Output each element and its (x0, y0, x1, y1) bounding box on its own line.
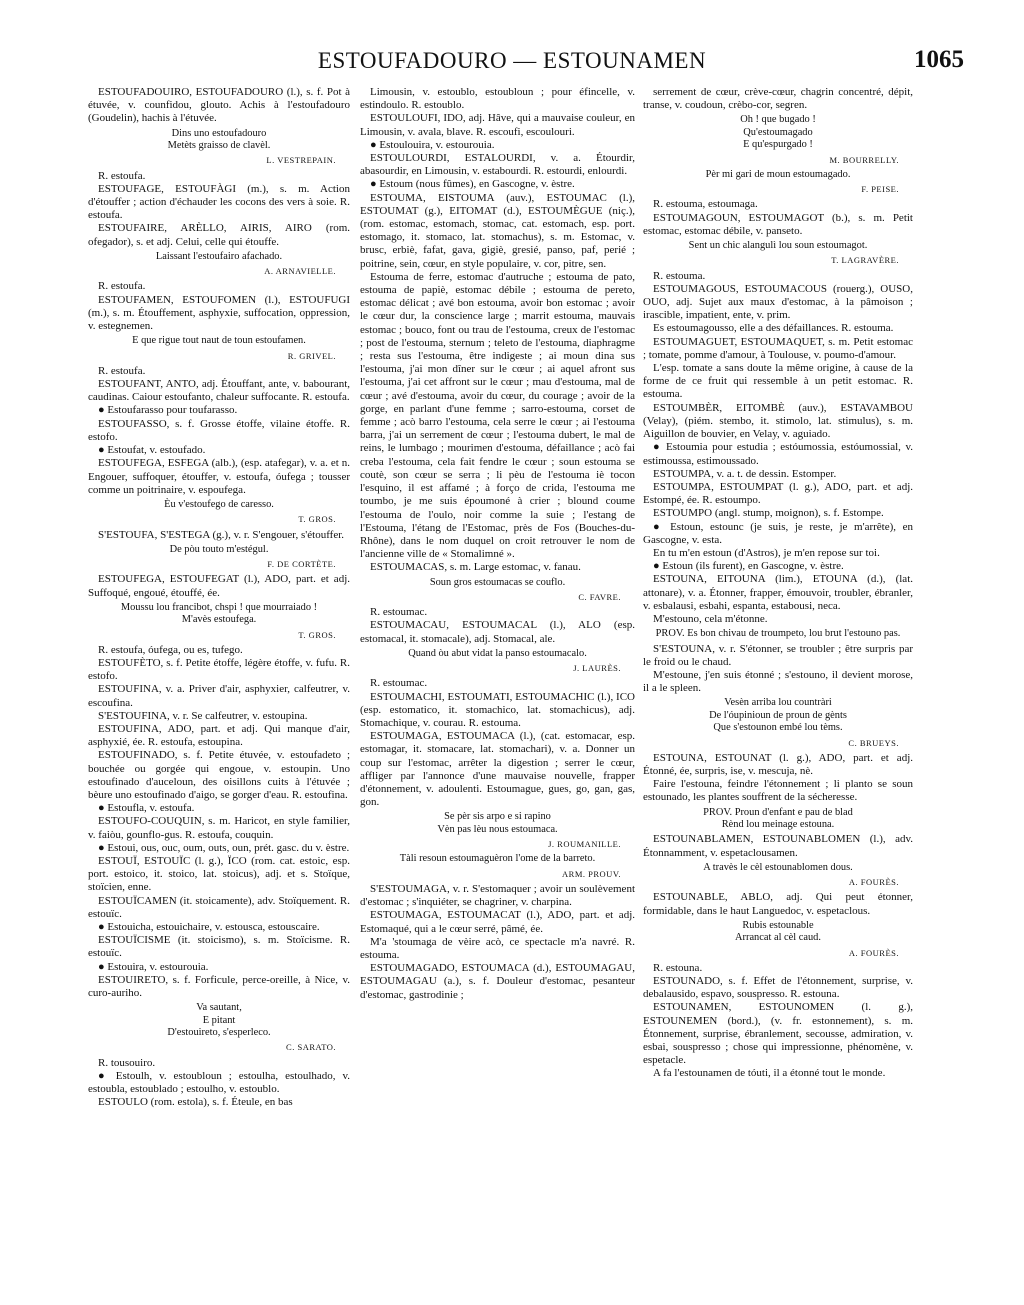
quotation: Sent un chic alangulì lou soun estoumagot. (688, 240, 868, 252)
dictionary-entry: ● Estoufarasso pour toufarasso. (98, 404, 238, 417)
dictionary-entry: ESTOUMA, EISTOUMA (auv.), ESTOUMAC (l.), ESTOUMAT (g.), EITOMAT (d.), ESTOUMÈGUE (niç.), (rom. estomac, estomach, stomac, cat. estomach, esp. port. estomago, it. stomaco, lat. stomachus), s. m. Estomac, v. brusc, erbiè, fafat, gava, gigiè, gresié, panso, paf, perié ; poitrine, sein, cœur, en style populaire, v. cor, pitre, sen. (360, 191, 635, 270)
dictionary-entry: ESTOUMAGADO, ESTOUMACA (d.), ESTOUMAGAU, ESTOUMAGAU (a.), s. f. Douleur d'estomac, pesanteur d'estomac, gastrodinie ; (360, 962, 635, 1001)
dictionary-entry: ● Estoun (ils furent), en Gascogne, v. èstre. (653, 560, 844, 573)
dictionary-entry: ● Estoum (nous fûmes), en Gascogne, v. èstre. (370, 178, 575, 191)
quotation: Èu v'estoufego de caresso. (164, 498, 274, 510)
quote-author: T. GROS. (298, 514, 336, 525)
dictionary-entry: ESTOUNADO, s. f. Effet de l'étonnement, surprise, v. debalausido, espavo, souspresso. R. estouna. (643, 975, 913, 1001)
column-right (643, 86, 913, 1291)
quotation: Moussu lou francibot, chspi ! que mourraiado ! M'avès estoufega. (120, 601, 318, 626)
dictionary-entry: ESTOUMBÈR, EITOMBÈ (auv.), ESTAVAMBOU (Velay), (piém. stembo, it. stimolo, lat. stimulus), s. m. Aiguillon de bouvier, en Velay, v. aguiado. (643, 401, 913, 441)
dictionary-entry: Faire l'estouna, feindre l'étonnement ; li planto se soun estounado, les plantes souffrent de la sécheresse. (643, 778, 913, 804)
quote-author: L. VESTREPAIN. (266, 155, 336, 166)
dictionary-entry: ESTOULOURDI, ESTALOURDI, v. a. Étourdir, abasourdir, en Limousin, v. estabourdi. R. estourdi, enlourdi. (360, 152, 635, 178)
dictionary-entry: ESTOUFEGA, ESFEGA (alb.), (esp. atafegar), v. a. et n. Engouer, suffoquer, étouffer, v. estoufa, óufega ; tousser comme un poitrinaire, v. espoufega. (88, 457, 350, 496)
quotation: Dins uno estoufadouro Metèts graisso de clavèl. (167, 127, 271, 152)
dictionary-entry: Es estoumagousso, elle a des défaillances. R. estouma. (653, 322, 894, 335)
dictionary-entry: ESTOUMACHI, ESTOUMATI, ESTOUMACHIC (l.), ICO (esp. estomatico, it. stomachico, lat. stomachicus), adj. Stomachique, v. courau. R. estouma. (360, 690, 635, 729)
dictionary-entry: ● Estouira, v. estourouia. (98, 960, 209, 973)
dictionary-entry: ESTOUÏCAMEN (it. stoicamente), adv. Stoïquement. R. estouïc. (88, 894, 350, 920)
quote-author: M. BOURRELLY. (829, 154, 899, 165)
dictionary-entry: ESTOULOUFI, IDO, adj. Hâve, qui a mauvaise couleur, en Limousin, v. avala, blave. R. escoufi, escoulouri. (360, 112, 635, 138)
quotation: A travès le cèl estounablomen dous. (703, 861, 853, 873)
quote-author: F. DE CORTÈTE. (267, 559, 336, 570)
dictionary-entry: ESTOUNA, EITOUNA (lim.), ETOUNA (d.), (lat. attonare), v. a. Étonner, frapper, émouvoir, troubler, ébranler, v. esbalausi, esbahi, espanta, estabousi, neca. (643, 573, 913, 612)
dictionary-entry: R. estoufa. (98, 364, 146, 377)
dictionary-entry: ESTOUFAGE, ESTOUFÀGI (m.), s. m. Action d'étouffer ; action d'échauder les cocons des vers à soie. R. estoufa. (88, 182, 350, 222)
quotation: E que rigue tout naut de toun estoufamen. (132, 335, 306, 347)
dictionary-entry: ESTOUFAIRE, ARÈLLO, AIRIS, AIRO (rom. ofegador), s. et adj. Celui, celle qui étouffe. (88, 222, 350, 248)
quote-author: A. ARNAVIELLE. (264, 266, 336, 277)
dictionary-entry: ● Estoufat, v. estoufado. (98, 444, 206, 457)
dictionary-entry: ESTOUFANT, ANTO, adj. Étouffant, ante, v. babourant, caudinas. Caiour estoufanto, chaleur suffocante. R. estoufa. (88, 378, 350, 404)
dictionary-entry: En tu m'en estoun (d'Astros), je m'en repose sur toi. (653, 546, 880, 559)
dictionary-entry: ESTOUFO-COUQUIN, s. m. Haricot, en style familier, v. faiòu, gounflo-gus. R. estoufa, couquin. (88, 815, 350, 841)
quotation: Tàli resoun estoumaguèron l'ome de la barreto. (399, 853, 596, 865)
dictionary-entry: A fa l'estounamen de tóuti, il a étonné tout le monde. (653, 1067, 886, 1080)
dictionary-entry: ESTOUFINA, ADO, part. et adj. Qui manque d'air, asphyxié, ée. R. estoufa, estoupina. (88, 722, 350, 749)
dictionary-entry: ESTOUÏCISME (it. stoicismo), s. m. Stoïcisme. R. estouïc. (88, 934, 350, 960)
dictionary-entry: ESTOUMAGOUN, ESTOUMAGOT (b.), s. m. Petit estomac, estomac débile, v. panseto. (643, 211, 913, 237)
dictionary-entry: ESTOUMAGA, ESTOUMACAT (l.), ADO, part. et adj. Estomaqué, qui a le cœur serré, pâmé, ée. (360, 909, 635, 935)
column-middle (360, 86, 635, 1291)
dictionary-entry: M'a 'stoumaga de vèire acò, ce spectacle m'a navré. R. estouma. (360, 935, 635, 962)
quotation: Laissant l'estoufairo afachado. (155, 250, 283, 262)
dictionary-entry: S'ESTOUFINA, v. r. Se calfeutrer, v. estoupina. (98, 709, 308, 722)
dictionary-entry: R. estoufa. (98, 169, 146, 182)
dictionary-entry: serrement de cœur, crève-cœur, chagrin concentré, dépit, transe, v. coudoun, crèbo-cor, segren. (643, 86, 913, 112)
dictionary-entry: ● Estoulh, v. estoubloun ; estoulha, estoulhado, v. estoubla, estoublado ; estoulho, v. estoublo. (88, 1069, 350, 1096)
quote-author: A. FOURÈS. (848, 877, 899, 888)
dictionary-entry: ESTOUMAGA, ESTOUMACA (l.), (cat. estomacar, esp. estomagar, it. stomacare, lat. stomachari), v. a. Donner un coup sur l'estomac, arrêter la digestion ; serrer le cœur, affliger par l'annonce d'une mauvaise nouvelle, frapper d'étonnement, v. adoulenti. Estoumague, gues, go, gan, gas, gon. (360, 730, 635, 809)
quotation: De pòu touto m'estégul. (169, 543, 269, 555)
quotation: Rubis estounable Arrancat al cèl caud. (735, 919, 821, 944)
dictionary-entry: ESTOUNABLAMEN, ESTOUNABLOMEN (l.), adv. Étonnamment, v. espetaclousamen. (643, 833, 913, 859)
dictionary-entry: ESTOUMACAU, ESTOUMACAL (l.), ALO (esp. estomacal, it. stomacale), adj. Stomacal, ale. (360, 619, 635, 645)
dictionary-entry: S'ESTOUFA, S'ESTEGA (g.), v. r. S'engouer, s'étouffer. (98, 528, 345, 541)
dictionary-entry: L'esp. tomate a sans doute la même origine, à cause de la forme de ce fruit qui ressemble à un petit estomac. R. estouma. (643, 362, 913, 401)
column-left (88, 86, 350, 1291)
dictionary-entry: R. estoufa, óufega, ou es, tufego. (98, 643, 243, 656)
dictionary-entry: ESTOUFINADO, s. f. Petite étuvée, v. estoufadeto ; bouchée ou gorgée qui engoue, v. estoupin. Uno estoufinado d'auceloun, des oisillons cuits à l'étuvée ; bèure uno estoufinado d'aigo, se gorger d'eau. R. estoufina. (88, 749, 350, 801)
dictionary-entry: ● Estoun, estounc (je suis, je reste, je m'arrête), en Gascogne, v. esta. (643, 520, 913, 546)
quote-author: T. LAGRAVÈRE. (831, 255, 899, 266)
dictionary-entry: ESTOUFEGA, ESTOUFEGAT (l.), ADO, part. et adj. Suffoqué, engoué, étouffé, ée. (88, 573, 350, 599)
dictionary-entry: Limousin, v. estoublo, estoubloun ; pour éfincelle, v. estindoulo. R. estoublo. (360, 86, 635, 112)
dictionary-entry: ● Estouicha, estouichaire, v. estousca, estouscaire. (98, 921, 320, 934)
dictionary-entry: R. estoumac. (370, 677, 428, 690)
page-number: 1065 (914, 46, 964, 73)
dictionary-entry: R. estouna. (653, 961, 703, 974)
dictionary-entry: ESTOUFAMEN, ESTOUFOMEN (l.), ESTOUFUGI (m.), s. m. Étouffement, asphyxie, suffocation, oppression, v. estegnemen. (88, 293, 350, 333)
dictionary-entry: ESTOUNAMEN, ESTOUNOMEN (l. g.), ESTOUNEMEN (bord.), (v. fr. estonnement), s. m. Étonnement, surprise, ébranlement, secousse, admiration, v. esbai, souspresso ; chose qui impressionne, phénomène, v. espetacle. (643, 1001, 913, 1067)
dictionary-entry: ● Estoumia pour estudia ; estóumossia, estóumossial, v. estimoussa, estimoussado. (643, 441, 913, 467)
quote-author: A. FOURÈS. (848, 947, 899, 958)
quotation: Soun gros estoumacas se couflo. (429, 576, 566, 588)
dictionary-entry: Estouma de ferre, estomac d'autruche ; estouma de pato, estouma de papiè, estomac débile ; estouma de pereto, estomac délicat ; avé bon estouma, avoir bon estomac ; avoir le cœur dur, la conscience large ; marrit estouma, mauvais estomac ; bouco, font ou trau de l'estouma, creux de l'estomac ; post de l'estouma, sternum ; teleto de l'estouma, diaphragme ; resta sus l'estouma, être indigeste ; ai moun dina sus l'estouma, j'ai mon dîner sur le cœur ; ai aquel afront sus l'estouma, j'ai cet affront sur le cœur ; mau d'estouma, mal de cœur ; avé d'estouma, avoir du cœur, du courage ; avoir de la gorge, en parlant d'une femme ; sarro-estouma, corset de femme ; acò barro l'estouma, cela serre le cœur ; ai l'estouma barra, j'ai un serrement de cœur ; l'estouma dubert, le mal de reins, le lumbago ; mourimen d'estouma, défaillance ; acò fai creba l'estouma, cela fait fendre le cœur ; soun estouma se coutè, son cœur se serra ; li pèu de l'estouma iè tocon l'esquino, il est affamé ; à forço de crida, l'estouma me toumbo, je me suis époumoné à crier ; blound coume l'estouma de l'oulo, noir comme la suie ; l'estang de l'Estouma, l'étang de l'Estomac, près de Fos (Bouches-du-Rhône), dans le nom duquel on croit retrouver le nom de l'ancienne ville de « Stomalimné ». (360, 270, 635, 561)
quotation: Se pèr sis arpo e si rapino Vèn pas lèu nous estoumaca. (437, 811, 558, 835)
quotation: PROV. Proun d'enfant e pau de blad Rènd lou meinage estouna. (703, 806, 853, 830)
quote-author: C. FAVRE. (578, 591, 621, 602)
quote-author: J. LAURÈS. (573, 663, 621, 674)
quotation: Quand òu abut vidat la panso estoumacalo. (408, 647, 587, 659)
dictionary-entry: M'estoune, j'en suis étonné ; s'estouno, il devient morose, il a le spleen. (643, 668, 913, 695)
dictionary-entry: ESTOUFASSO, s. f. Grosse étoffe, vilaine étoffe. R. estofo. (88, 417, 350, 443)
dictionary-entry: ● Estoulouira, v. estourouia. (370, 138, 495, 151)
dictionary-entry: ESTOUNABLE, ABLO, adj. Qui peut étonner, formidable, dans le haut Languedoc, v. espetaclous. (643, 891, 913, 917)
dictionary-entry: ● Estoui, ous, ouc, oum, outs, oun, prét. gasc. du v. èstre. (98, 841, 350, 854)
dictionary-entry: ESTOUFÈTO, s. f. Petite étoffe, légère étoffe, v. fufu. R. estofo. (88, 656, 350, 683)
quote-author: T. GROS. (298, 629, 336, 640)
quotation: Va sautant, E pitant D'estouireto, s'esperleco. (167, 1002, 271, 1039)
dictionary-entry: ESTOUNA, ESTOUNAT (l. g.), ADO, part. et adj. Étonné, ée, surpris, ise, v. mescuja, nè. (643, 751, 913, 777)
quotation: PROV. Es bon chivau de troumpeto, lou brut l'estouno pas. (655, 628, 901, 640)
quote-author: F. PEISE. (861, 184, 899, 195)
quote-author: ARM. PROUV. (562, 868, 621, 879)
dictionary-entry: S'ESTOUMAGA, v. r. S'estomaquer ; avoir un soulèvement d'estomac ; s'inquiéter, se chagriner, v. charpina. (360, 883, 635, 909)
dictionary-entry: ESTOUMPA, v. a. t. de dessin. Estomper. (653, 467, 837, 480)
dictionary-entry: ESTOUFINA, v. a. Priver d'air, asphyxier, calfeutrer, v. escoufina. (88, 683, 350, 709)
dictionary-entry: ESTOUMAGOUS, ESTOUMACOUS (rouerg.), OUSO, OUO, adj. Sujet aux maux d'estomac, à la pâmoison ; irascible, impatient, ente, v. prim. (643, 282, 913, 322)
dictionary-entry: ESTOUMPO (angl. stump, moignon), s. f. Estompe. (653, 507, 884, 520)
dictionary-entry: R. estouma. (653, 269, 706, 282)
dictionary-entry: ESTOUMPA, ESTOUMPAT (l. g.), ADO, part. et adj. Estompé, ée. R. estoumpo. (643, 480, 913, 507)
dictionary-entry: S'ESTOUNA, v. r. S'étonner, se troubler ; être surpris par le froid ou le chaud. (643, 642, 913, 668)
quote-author: R. GRIVEL. (287, 350, 336, 361)
dictionary-entry: M'estouno, cela m'étonne. (653, 612, 768, 625)
quotation: Oh ! que bugado ! Qu'estoumagado E qu'espurgado ! (740, 114, 816, 151)
dictionary-entry: R. tousouiro. (98, 1056, 156, 1069)
quote-author: C. SARATO. (286, 1042, 336, 1053)
dictionary-entry: ESTOUFADOUIRO, ESTOUFADOURO (l.), s. f. Pot à étuvée, v. counfidou, glouto. Achis à l'estoufadouro (Goudelin), hachis à l'étuvée. (88, 86, 350, 125)
dictionary-entry: R. estoumac. (370, 606, 428, 619)
dictionary-entry: ESTOUÏ, ESTOUÏC (l. g.), ÏCO (rom. cat. estoic, esp. port. estoico, it. stoico, lat. stoicus), adj. et s. Stoïque, stoïcien, enne. (88, 855, 350, 894)
dictionary-entry: ● Estoufla, v. estoufa. (98, 802, 195, 815)
dictionary-entry: ESTOUMAGUET, ESTOUMAQUET, s. m. Petit estomac ; tomate, pomme d'amour, à Toulouse, v. poumo-d'amour. (643, 335, 913, 361)
dictionary-entry: R. estoufa. (98, 280, 146, 293)
dictionary-entry: ESTOUMACAS, s. m. Large estomac, v. fanau. (370, 561, 581, 574)
quotation: Vesèn arriba lou countràri De l'óupinioun de proun de gènts Que s'estounon embé lou tèms. (709, 697, 847, 734)
dictionary-entry: ESTOUIRETO, s. f. Forficule, perce-oreille, à Nice, v. curo-auriho. (88, 973, 350, 1000)
page-header (0, 48, 1024, 88)
quotation: Pèr mi gari de moun estoumagado. (705, 168, 851, 180)
quote-author: J. ROUMANILLE. (548, 839, 621, 850)
dictionary-entry: ESTOULO (rom. estola), s. f. Éteule, en bas (98, 1096, 293, 1109)
dictionary-entry: R. estouma, estoumaga. (653, 198, 758, 211)
running-title: ESTOUFADOURO — ESTOUNAMEN (317, 48, 707, 73)
quote-author: C. BRUEYS. (848, 737, 899, 748)
